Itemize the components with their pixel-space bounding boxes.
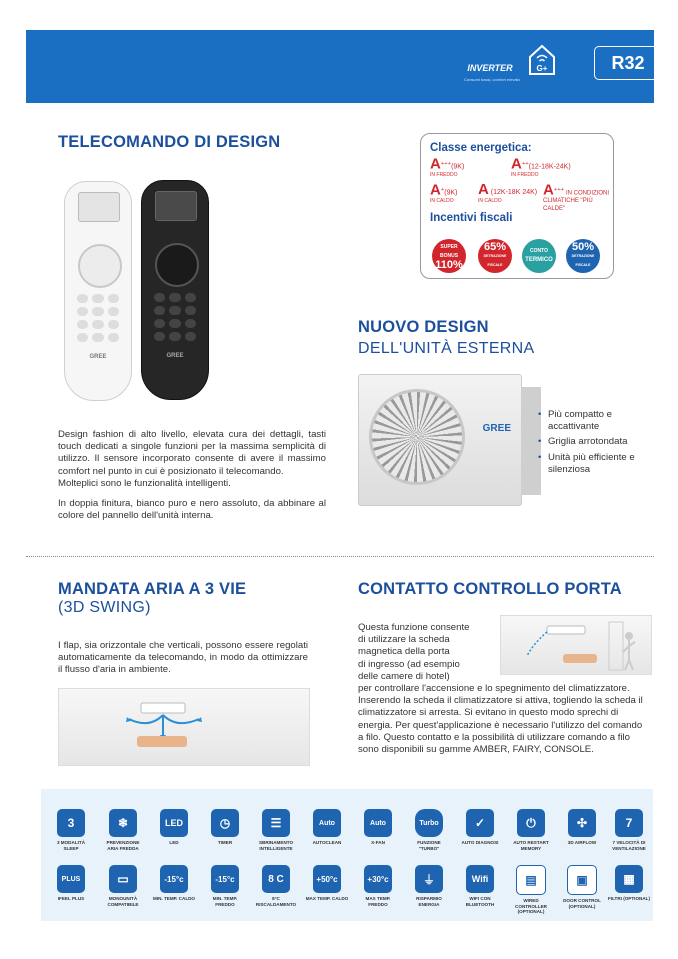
energy-saving-icon: ⏚ RISPARMIO ENERGIA (407, 865, 451, 907)
self-diagnosis-icon: ✓ AUTO DIAGNOSI (458, 809, 502, 846)
min-temp-heating-icon: -15°c MIN. TEMP. CALDO (152, 865, 196, 902)
features-icon-band (41, 789, 653, 921)
feature-bullet: • Più compatto e accattivante (548, 409, 648, 432)
section-divider (26, 556, 654, 557)
max-temp-cooling-icon: +30°c MAX TEMP. FREDDO (356, 865, 400, 907)
wired-controller-icon: ▤ WIRED CONTROLLER (OPTIONAL) (509, 865, 553, 915)
ecobonus-65-seal: 65% DETRAZIONE FISCALE (478, 239, 512, 273)
autoclean-icon: Auto AUTOCLEAN (305, 809, 349, 846)
inverter-tagline: Consumi bassi, comfort elevato (464, 77, 520, 82)
airflow-title: MANDATA ARIA A 3 VIE (58, 580, 247, 598)
min-temp-cooling-icon: -15°c MIN. TEMP. FREDDO (203, 865, 247, 907)
door-contact-description: per controllare l'accensione e lo spegnimento del climatizzatore. Inserendo la scheda il climatizzatore si attiva, togliendo la scheda il climatizzatore si arresta. Si evitano in questo modo sprechi di energia. Per quest'applicazione è necessario l'utilizzo del comando a filo. Questo contatto e la possibilità di utilizzare comando a filo sono disponibili su gamme AMBER, FAIRY, CONSOLE. (358, 683, 643, 756)
3d-swing-room-image (58, 688, 310, 766)
conto-termico-seal: CONTO TERMICO (522, 239, 556, 273)
remote-title: TELECOMANDO DI DESIGN (58, 133, 281, 151)
smart-home-icon (526, 44, 558, 76)
door-control-icon: ▣ DOOR CONTROL (OPTIONAL) (560, 865, 604, 909)
cold-air-prevention-icon: ❄ PREVENZIONE ARIA FREDDA (101, 809, 145, 851)
filters-icon: ▦ FILTRI (OPTIONAL) (607, 865, 651, 902)
inverter-logo: INVERTER (467, 63, 513, 73)
door-contact-description-top: Questa funzione consente di utilizzare la scheda magnetica della porta di ingresso (ad esempio delle camere di hotel) (358, 622, 470, 682)
black-remote-image: GREE (141, 180, 209, 400)
svg-text:G+: G+ (536, 64, 548, 73)
mono-unit-icon: ▭ MONOUNITÀ COMPATIBILE (101, 865, 145, 907)
energy-class-item: A (12K-18K 24K) IN CALDO (478, 181, 538, 204)
led-icon: LED LED (152, 809, 196, 846)
airflow-subtitle: (3D SWING) (58, 599, 151, 616)
3d-airflow-icon: ✣ 3D AIRFLOW (560, 809, 604, 846)
x-fan-icon: Auto X-FAN (356, 809, 400, 846)
outdoor-unit-title: NUOVO DESIGN (358, 318, 489, 336)
energy-class-item: A+(9K) IN CALDO (430, 181, 458, 205)
feature-bullet: • Griglia arrotondata (548, 436, 648, 448)
smart-defrost-icon: ☰ SBRINAMENTO INTELLIGENTE (254, 809, 298, 851)
max-temp-heating-icon: +50°c MAX TEMP. CALDO (305, 865, 349, 902)
airflow-description: I flap, sia orizzontale che verticali, possono essere regolati automaticamente da telecomando, in modo da ottimizzare il flusso d'aria in ambiente. (58, 640, 308, 676)
fan-grille (369, 389, 465, 485)
energy-class-title: Classe energetica: (430, 142, 532, 154)
ifeel-plus-icon: PLUS IFEEL PLUS (49, 865, 93, 902)
outdoor-unit-image: GREE (358, 374, 522, 506)
incentives-title: Incentivi fiscali (430, 212, 513, 224)
outdoor-unit-subtitle: DELL'UNITÀ ESTERNA (358, 340, 535, 357)
bonus-50-seal: 50% DETRAZIONE FISCALE (566, 239, 600, 273)
white-remote-image: GREE (64, 181, 132, 401)
door-contact-title: CONTATTO CONTROLLO PORTA (358, 580, 622, 598)
energy-class-item: A+++(9K) IN FREDDO (430, 155, 465, 179)
wifi-icon: Wifi WIFI CON BLUETOOTH (458, 865, 502, 907)
auto-restart-icon: ⏻ AUTO RESTART MEMORY (509, 809, 553, 851)
sleep-modes-icon: 3 3 MODALITÀ SLEEP (49, 809, 93, 851)
feature-bullet: • Unità più efficiente e silenziosa (548, 452, 648, 475)
door-contact-room-image (500, 615, 652, 675)
superbonus-seal: SUPER BONUS 110% (432, 239, 466, 273)
energy-class-item: A++(12-18K-24K) IN FREDDO (511, 155, 571, 179)
fan-speeds-icon: 7 7 VELOCITÀ DI VENTILAZIONE (607, 809, 651, 851)
energy-class-box (420, 133, 614, 279)
turbo-icon: Turbo FUNZIONE "TURBO" (407, 809, 451, 851)
remote-description: Design fashion di alto livello, elevata cura dei dettagli, tasti touch dedicati a singole funzioni per la massima semplicità di utilizzo. Il sensore incorporato consente di avere il massimo comfort nel punto in cui è posizionato il telecomando. Molteplici sono le funzionalità intelligenti. In doppia finitura, bianco puro e nero assoluto, da abbinare al colore del pannello dell'unità interna. (58, 429, 326, 522)
r32-refrigerant-badge: R32 (594, 46, 662, 80)
header-banner (26, 30, 654, 103)
timer-icon: ◷ TIMER (203, 809, 247, 846)
8c-heating-icon: 8 C 8°C RISCALDAMENTO (254, 865, 298, 907)
energy-class-item: A+++ IN CONDIZIONI CLIMATICHE "PIÙ CALDE" (543, 181, 610, 213)
